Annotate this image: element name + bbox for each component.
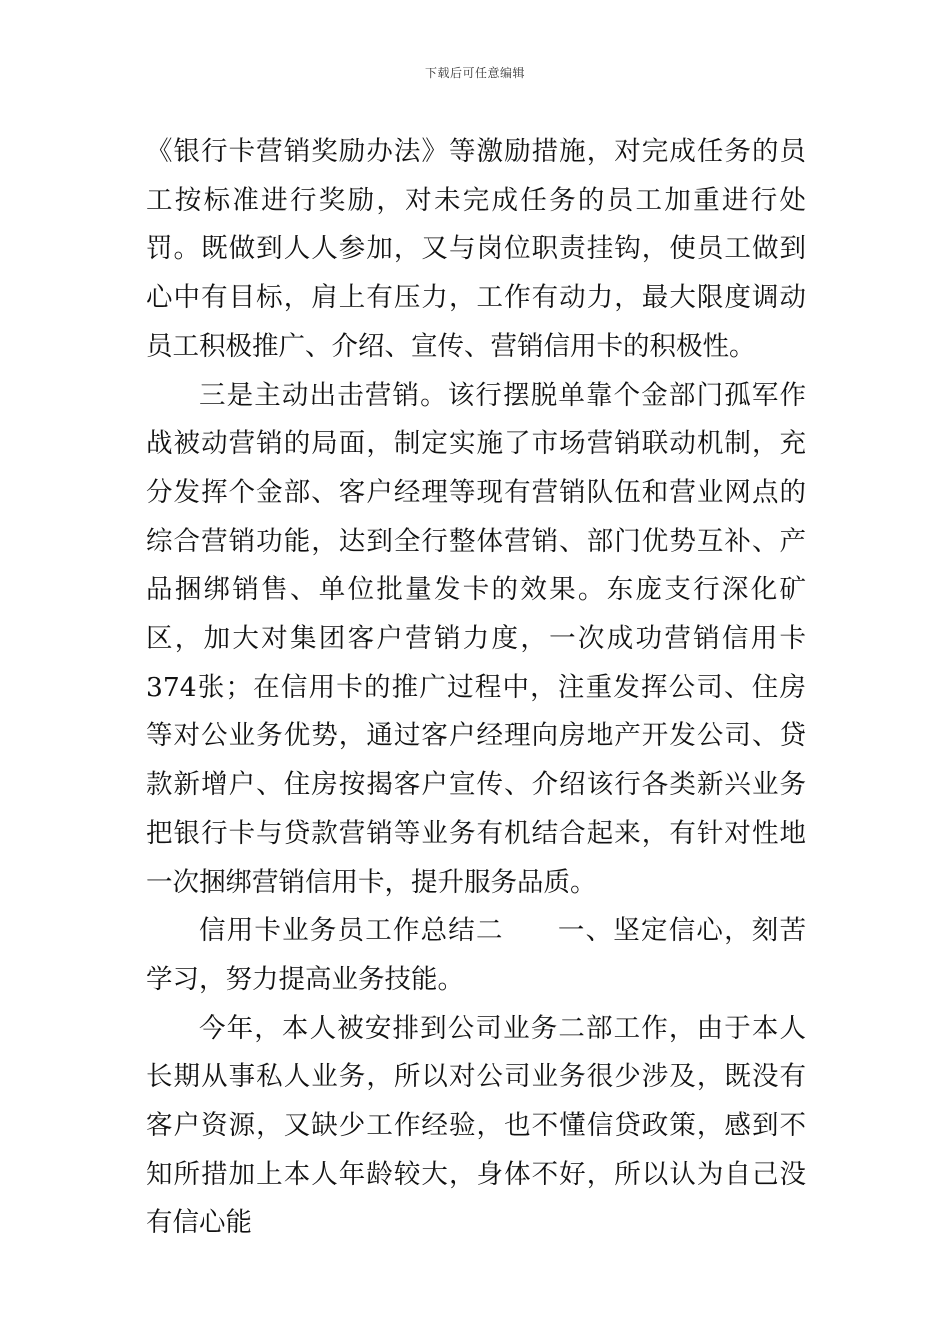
section-first-point: 一、坚定信心，刻苦学习，努力提高业务技能。 [146,915,807,995]
page-header: 下载后可任意编辑 [424,66,525,80]
document-body [146,128,806,1248]
paragraph-incentive-measures: 《银行卡营销奖励办法》等激励措施，对完成任务的员工按标准进行奖励，对未完成任务的员工加重进行处罚。既做到人人参加，又与岗位职责挂钩，使员工做到心中有目标，肩上有压力，工作有动力，最大限度调动员工积极推广、介绍、宣传、营销信用卡的积极性。 [146,136,806,362]
section-title: 信用卡业务员工作总结二 [199,915,504,947]
paragraph-summary-two [146,907,806,1004]
paragraph-active-marketing: 三是主动出击营销。该行摆脱单靠个金部门孤军作战被动营销的局面，制定实施了市场营销联动机制，充分发挥个金部、客户经理等现有营销队伍和营业网点的综合营销功能，达到全行整体营销、部门优势互补、产品捆绑销售、单位批量发卡的效果。东庞支行深化矿区，加大对集团客户营销力度，一次成功营销信用卡374张；在信用卡的推广过程中，注重发挥公司、住房等对公业务优势，通过客户经理向房地产开发公司、贷款新增户、住房按揭客户宣传、介绍该行各类新兴业务把银行卡与贷款营销等业务有机结合起来，有针对性地一次捆绑营销信用卡，提升服务品质。 [146,379,806,898]
paragraph-this-year: 今年，本人被安排到公司业务二部工作，由于本人长期从事私人业务，所以对公司业务很少涉及，既没有客户资源，又缺少工作经验，也不懂信贷政策，感到不知所措加上本人年龄较大，身体不好，所以认为自己没有信心能 [146,1012,806,1239]
